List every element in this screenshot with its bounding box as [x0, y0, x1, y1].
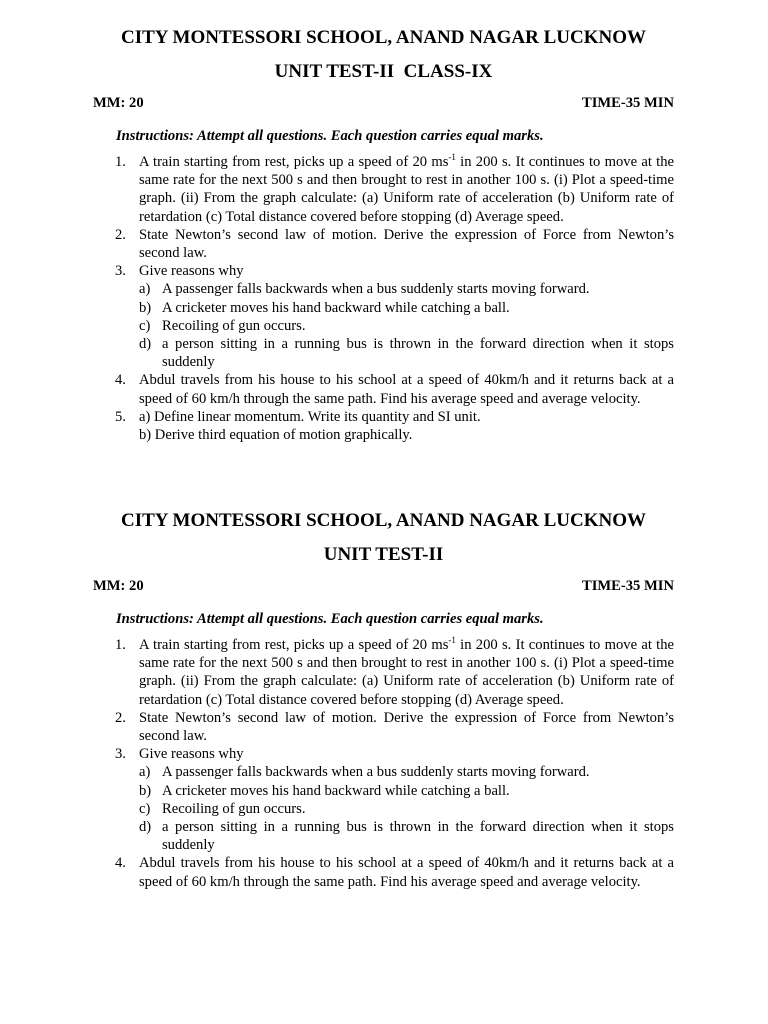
question-text-b: b) Derive third equation of motion graphically. [139, 427, 413, 444]
question-text-cont: in 200 s. It continues to move at the same rate for the next 500 s and then brought to rest in another 100 s. (i) Plot a speed-time graph. (ii) From the graph calculate: (a) Uniform rate of acceleration (b) Uniform rate of retardation (c) Total distance covered before stopping (d) Average speed. [139, 154, 674, 225]
sub-question-c [139, 800, 674, 818]
instructions: Instructions: Attempt all questions. Each question carries equal marks. [116, 128, 544, 144]
test-title: UNIT TEST-II CLASS-IX [274, 61, 493, 82]
question-1 [93, 636, 674, 709]
sub-question-number: d) [139, 819, 152, 836]
question-text: State Newton’s second law of motion. Derive the expression of Force from Newton’s second law. [139, 709, 674, 745]
question-2 [93, 226, 674, 262]
question-number: 2. [115, 226, 126, 243]
question-text: Give reasons why [139, 746, 244, 763]
sub-question-number: d) [139, 336, 152, 353]
question-number: 3. [115, 746, 126, 763]
paper-1 [93, 27, 674, 444]
sub-question-number: c) [139, 317, 151, 334]
sub-question-text: Recoiling of gun occurs. [162, 317, 306, 334]
sub-question-text: Recoiling of gun occurs. [162, 800, 306, 817]
sub-question-d [139, 818, 674, 854]
sub-question-c [139, 317, 674, 335]
time-limit: TIME-35 MIN [581, 95, 674, 111]
paper-2 [93, 510, 674, 891]
question-text: A train starting from rest, picks up a speed of 20 ms [139, 637, 449, 653]
max-marks: MM: 20 [93, 578, 144, 594]
question-text: State Newton’s second law of motion. Derive the expression of Force from Newton’s second law. [139, 226, 674, 262]
superscript: -1 [448, 635, 456, 645]
marks-time-row [93, 577, 674, 595]
sub-question-number: a) [139, 281, 151, 298]
sub-question-b [139, 299, 674, 317]
sub-question-b [139, 782, 674, 800]
question-text: Give reasons why [139, 263, 244, 280]
sub-question-text: A cricketer moves his hand backward while catching a ball. [162, 782, 510, 799]
sub-question-number: c) [139, 800, 151, 817]
question-list [93, 636, 674, 891]
sub-question-text: A cricketer moves his hand backward while catching a ball. [162, 299, 510, 316]
marks-time-row [93, 94, 674, 112]
question-number: 1. [115, 637, 126, 653]
question-number: 4. [115, 855, 126, 872]
question-text: A train starting from rest, picks up a speed of 20 ms [139, 154, 449, 170]
question-3 [93, 262, 674, 371]
question-2 [93, 709, 674, 745]
question-4 [93, 854, 674, 890]
sub-question-number: b) [139, 782, 152, 799]
question-number: 2. [115, 709, 126, 726]
sub-question-list [139, 280, 674, 371]
question-number: 4. [115, 372, 126, 389]
sub-question-number: b) [139, 299, 152, 316]
question-text: Abdul travels from his house to his school at a speed of 40km/h and it returns back at a speed of 60 km/h through the same path. Find his average speed and average velocity. [139, 372, 674, 407]
superscript: -1 [448, 152, 456, 162]
sub-question-a [139, 763, 674, 781]
sub-question-text: A passenger falls backwards when a bus suddenly starts moving forward. [162, 281, 590, 298]
question-text: Abdul travels from his house to his school at a speed of 40km/h and it returns back at a speed of 60 km/h through the same path. Find his average speed and average velocity. [139, 855, 674, 890]
question-number: 5. [115, 408, 126, 425]
sub-question-a [139, 280, 674, 298]
time-limit: TIME-35 MIN [581, 578, 674, 594]
question-3 [93, 745, 674, 854]
school-title: CITY MONTESSORI SCHOOL, ANAND NAGAR LUCKNOW [120, 510, 647, 531]
question-4 [93, 371, 674, 407]
question-list [93, 153, 674, 444]
sub-question-list [139, 763, 674, 854]
question-1 [93, 153, 674, 226]
sub-question-text: a person sitting in a running bus is thrown in the forward direction when it stops suddenly [162, 336, 674, 371]
question-text-cont: in 200 s. It continues to move at the same rate for the next 500 s and then brought to rest in another 100 s. (i) Plot a speed-time graph. (ii) From the graph calculate: (a) Uniform rate of acceleration (b) Uniform rate of retardation (c) Total distance covered before stopping (d) Average speed. [139, 637, 674, 708]
sub-question-text: a person sitting in a running bus is thrown in the forward direction when it stops suddenly [162, 819, 674, 854]
question-number: 3. [115, 263, 126, 280]
question-text-a: a) Define linear momentum. Write its quantity and SI unit. [139, 408, 481, 425]
question-number: 1. [115, 154, 126, 170]
max-marks: MM: 20 [93, 95, 144, 111]
test-title: UNIT TEST-II [323, 544, 444, 565]
sub-question-text: A passenger falls backwards when a bus suddenly starts moving forward. [162, 764, 590, 781]
sub-question-d [139, 335, 674, 371]
instructions: Instructions: Attempt all questions. Each question carries equal marks. [116, 611, 544, 627]
school-title: CITY MONTESSORI SCHOOL, ANAND NAGAR LUCKNOW [120, 27, 647, 48]
question-5 [93, 408, 674, 444]
sub-question-number: a) [139, 764, 151, 781]
